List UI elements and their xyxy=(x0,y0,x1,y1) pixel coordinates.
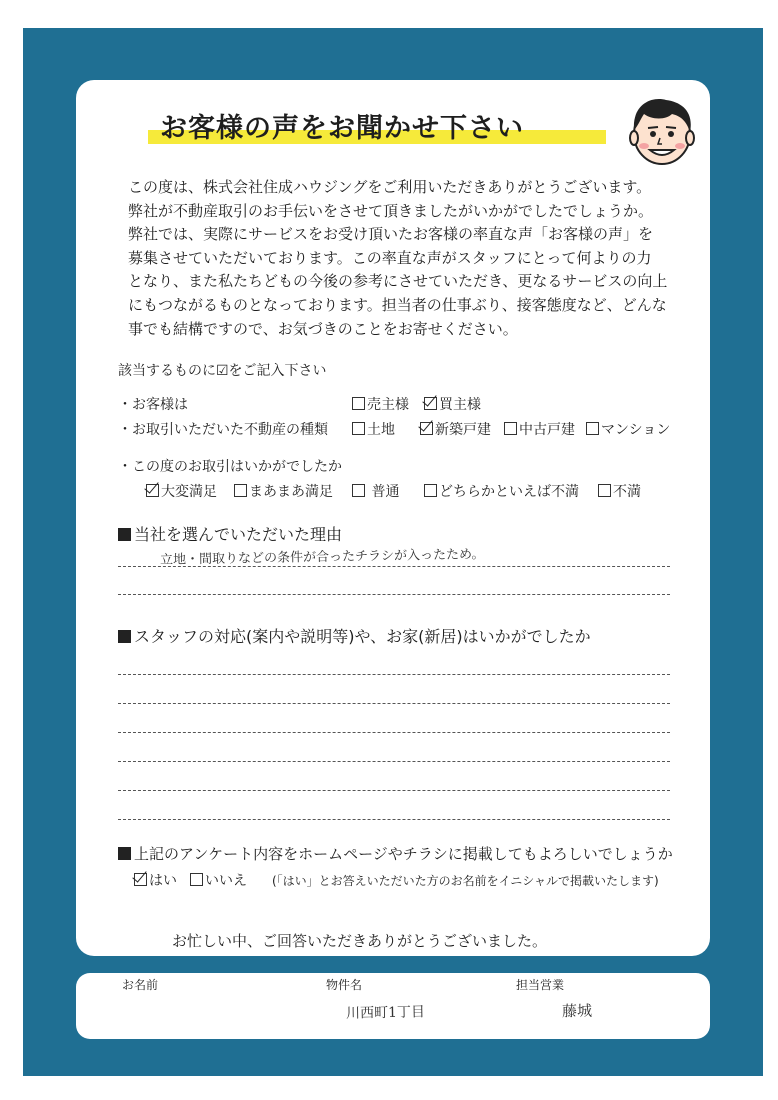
somewhat-dissatisfied-checkbox[interactable] xyxy=(424,484,437,497)
reason-heading: 当社を選んでいただいた理由 xyxy=(118,522,342,545)
answer-line xyxy=(118,674,670,675)
property-label: 物件名 xyxy=(326,978,363,992)
square-bullet-icon xyxy=(118,847,131,860)
check-instruction: 該当するものに☑をご記入下さい xyxy=(118,363,327,379)
square-bullet-icon xyxy=(118,528,131,541)
answer-line xyxy=(118,790,670,791)
thanks-message: お忙しい中、ご回答いただきありがとうございました。 xyxy=(172,932,548,950)
used-house-checkbox[interactable] xyxy=(504,422,517,435)
answer-line xyxy=(118,761,670,762)
option-dissatisfied[interactable]: 不満 xyxy=(598,481,641,501)
satisfied-checkbox[interactable] xyxy=(234,484,247,497)
buyer-checkbox[interactable] xyxy=(424,397,437,410)
option-land[interactable]: 土地 xyxy=(352,419,395,439)
staff-value[interactable]: 藤城 xyxy=(561,1001,593,1021)
option-neutral[interactable]: 普通 xyxy=(352,481,399,501)
staff-heading: スタッフの対応(案内や説明等)や、お家(新居)はいかがでしたか xyxy=(118,624,591,647)
name-label: お名前 xyxy=(122,978,159,992)
reason-answer[interactable]: 立地・間取りなどの条件が合ったチラシが入ったため。 xyxy=(159,547,485,568)
mansion-checkbox[interactable] xyxy=(586,422,599,435)
mascot-face-icon xyxy=(622,92,702,168)
staff-label: 担当営業 xyxy=(516,978,565,992)
answer-line xyxy=(118,703,670,704)
customer-type-label: ・お客様は xyxy=(118,397,188,413)
no-checkbox[interactable] xyxy=(190,873,203,886)
property-value[interactable]: 川西町1丁目 xyxy=(345,1004,426,1022)
yes-checkbox[interactable] xyxy=(134,873,147,886)
option-new-house[interactable]: 新築戸建 xyxy=(420,419,491,439)
publish-note: (「はい」とお答えいただいた方のお名前をイニシャルで掲載いたします) xyxy=(272,874,659,888)
option-buyer[interactable]: 買主様 xyxy=(424,394,481,414)
very-satisfied-checkbox[interactable] xyxy=(146,484,159,497)
intro-text: この度は、株式会社住成ハウジングをご利用いただきありがとうございます。 弊社が不動産取引のお手伝いをさせて頂きましたがいかがでしたでしょうか。 弊社では、実際にサービスをお受け頂いたお客様の率直な声「お客様の声」を 募集させていただいております。この率直な声がスタッフにとって何よりの力 となり、また私たちどもの今後の参考にさせていただき、更なるサービスの向上 にもつながるものとなっております。担当者の仕事ぶり、接客態度など、どんな 事でも結構ですので、お気づきのことをお寄せください。 xyxy=(128,178,668,338)
land-checkbox[interactable] xyxy=(352,422,365,435)
publish-heading: 上記のアンケート内容をホームページやチラシに掲載してもよろしいでしょうか xyxy=(118,843,673,864)
option-used-house[interactable]: 中古戸建 xyxy=(504,419,575,439)
answer-line xyxy=(118,732,670,733)
page-title: お客様の声をお聞かせ下さい xyxy=(160,113,524,144)
satisfaction-label: ・この度のお取引はいかがでしたか xyxy=(118,459,342,475)
square-bullet-icon xyxy=(118,630,131,643)
answer-line xyxy=(118,819,670,820)
option-mansion[interactable]: マンション xyxy=(586,419,670,439)
option-satisfied[interactable]: まあまあ満足 xyxy=(234,481,333,501)
option-very-satisfied[interactable]: 大変満足 xyxy=(146,481,217,501)
new-house-checkbox[interactable] xyxy=(420,422,433,435)
property-type-label: ・お取引いただいた不動産の種類 xyxy=(118,422,328,438)
answer-line xyxy=(118,566,670,567)
answer-line xyxy=(118,594,670,595)
option-no[interactable]: いいえ xyxy=(190,870,247,890)
neutral-checkbox[interactable] xyxy=(352,484,365,497)
seller-checkbox[interactable] xyxy=(352,397,365,410)
option-yes[interactable]: はい xyxy=(134,870,177,890)
option-somewhat-dissatisfied[interactable]: どちらかといえば不満 xyxy=(424,481,579,501)
dissatisfied-checkbox[interactable] xyxy=(598,484,611,497)
option-seller[interactable]: 売主様 xyxy=(352,394,409,414)
